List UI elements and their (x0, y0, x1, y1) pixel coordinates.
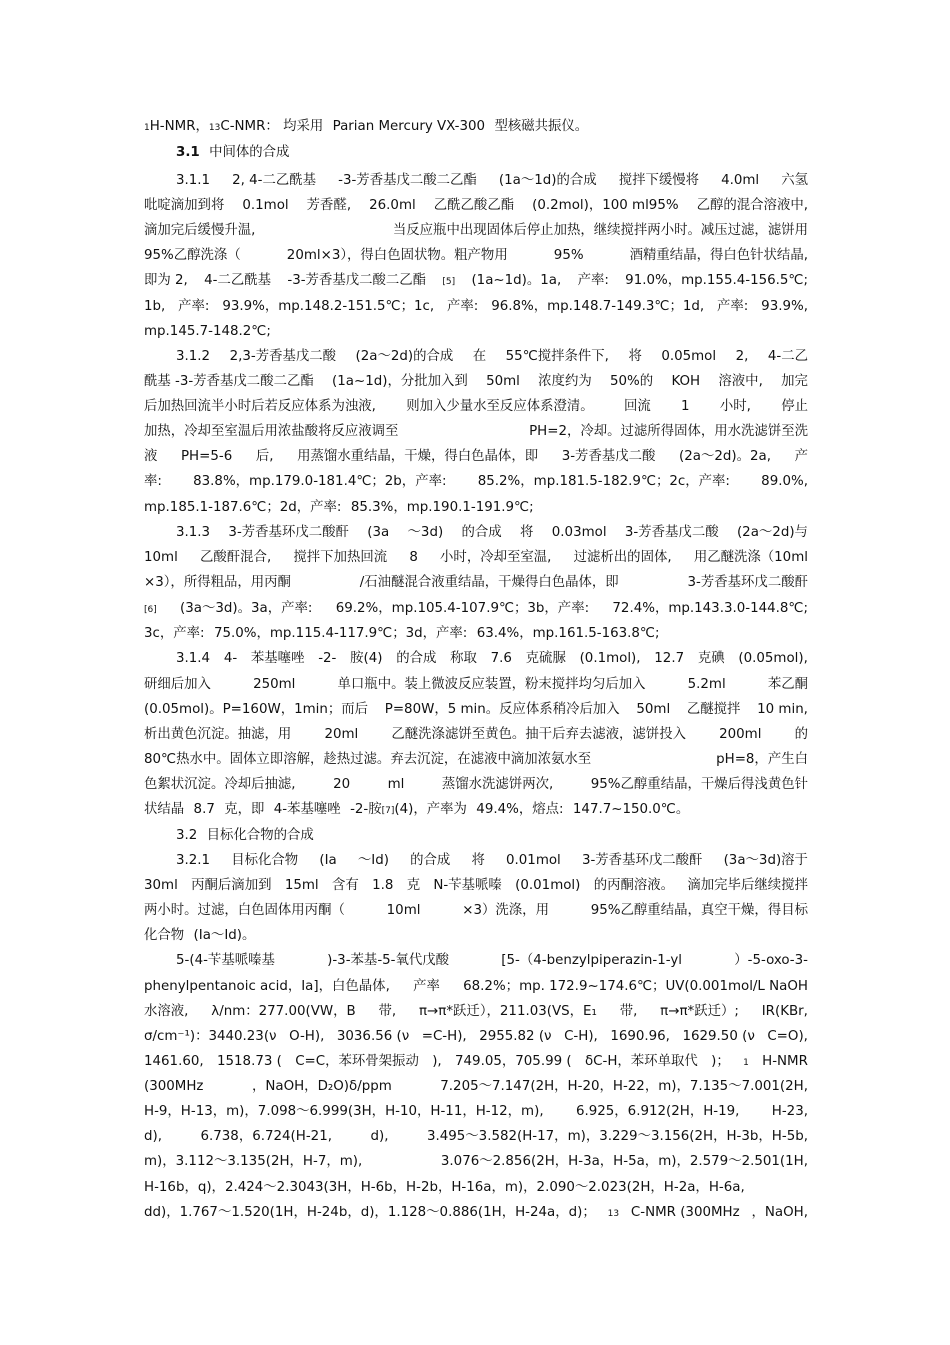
text-fragment: 浓度约为 (538, 374, 592, 389)
text-line (144, 625, 808, 643)
text-line (176, 348, 808, 366)
text-line: 状结晶 8.7 克，即 4-苯基噻唑 -2-胺 [7] (4)，产率为 49.4%，熔点: 147.7~150.0℃。 (144, 802, 690, 817)
text-fragment: 3.1.4 (176, 651, 211, 666)
text-line (144, 1003, 808, 1021)
text-fragment: 85.3%，mp.190.1-191.9℃; (350, 500, 534, 515)
text-fragment: H-NMR (762, 1054, 808, 1069)
text-fragment: -3-芳香基戊二酸二乙酯 (287, 273, 427, 288)
text-fragment: 0.05mol (661, 349, 717, 364)
text-line (144, 247, 808, 265)
text-fragment: 小时，冷却至室温, (440, 550, 552, 565)
text-fragment: PH=2，冷却。过滤所得固体，用水洗滤饼至洗 (529, 424, 808, 439)
text-fragment: 0.01mol (506, 853, 561, 868)
text-fragment: H-9，H-13，m)，7.098～6.999(3H，H-10，H-11，H-12，m), (144, 1104, 544, 1119)
text-fragment: (1a~1d)，分批加入到 (332, 374, 468, 389)
text-fragment: 5-(4-苄基哌嗪基 (176, 953, 275, 968)
section-number: 3.1 (176, 145, 200, 160)
text-line (144, 197, 808, 215)
text-fragment: 3.2.1 (176, 853, 211, 868)
text-fragment: 91.0%，mp.155.4-156.5℃; (625, 273, 808, 288)
text-fragment: 用乙醚洗涤（10ml (693, 550, 808, 565)
text-line (144, 877, 808, 895)
text-fragment: 80℃热水中。固体立即溶解，趁热过滤。弃去沉淀，在滤液中滴加浓氨水至 (144, 752, 592, 767)
text-fragment: 3.495～3.582(H-17，m)，3.229～3.156(2H，H-3b，H-5b, (426, 1129, 808, 1144)
text-fragment: 49.4%，熔点: (476, 802, 564, 817)
text-line (144, 423, 808, 441)
text-fragment: 749.05，705.99 ( (455, 1054, 572, 1069)
text-fragment: 4.0ml (721, 173, 760, 188)
text-fragment: m)，3.112～3.135(2H，H-7，m), (144, 1154, 363, 1169)
text-fragment: 4-苯基噻唑 (273, 802, 341, 817)
text-line (144, 726, 808, 744)
text-fragment: 乙酰乙酸乙酯 (433, 198, 515, 213)
text-fragment: 乙酸酐混合, (200, 550, 272, 565)
text-fragment: O-H), (289, 1029, 325, 1044)
text-fragment: 3.2 (176, 828, 198, 843)
text-line: 1461.60, 1518.73 ( C=C，苯环骨架振动 ), 749.05，705.99 ( δC-H，苯环单取代 )； 1 H-NMR (144, 1054, 808, 1069)
text-fragment: 将 (520, 525, 534, 540)
text-fragment: IR(KBr, (761, 1004, 808, 1019)
text-line (144, 323, 808, 341)
text-fragment: 带, (378, 1004, 397, 1019)
text-line (176, 852, 808, 870)
text-line (144, 701, 808, 719)
text-line (144, 298, 808, 316)
text-fragment: 克 (406, 878, 421, 893)
text-fragment: 6.738，6.724(H-21, (200, 1129, 332, 1144)
text-fragment: 3-芳香基环戊二酸酐 (228, 525, 349, 540)
text-fragment: (3a～3d)溶于 (723, 853, 808, 868)
text-fragment: 3.076～2.856(2H，H-3a，H-5a，m)，2.579～2.501(1H, (440, 1154, 808, 1169)
text-fragment: 26.0ml (369, 198, 416, 213)
text-fragment: 63.4%，mp.161.5-163.8℃; (476, 626, 660, 641)
text-fragment: 50ml (636, 702, 671, 717)
text-line (144, 448, 808, 466)
text-fragment: 147.7~150.0℃。 (572, 802, 690, 817)
text-line (144, 927, 808, 945)
text-fragment: C=O), (767, 1029, 808, 1044)
text-fragment: 1690.96, (610, 1029, 670, 1044)
text-fragment: 3.1.2 (176, 349, 211, 364)
text-line (144, 373, 808, 391)
text-fragment: 10ml (386, 903, 421, 918)
text-fragment: 55℃搅拌条件下, (505, 349, 609, 364)
text-fragment: 的合成 (461, 525, 502, 540)
text-fragment: (3a～3d)。3a，产率: (180, 601, 313, 616)
text-fragment: 4- (223, 651, 238, 666)
text-line (144, 1078, 808, 1096)
text-fragment: -3-芳香基戊二酸二乙酯 (338, 173, 477, 188)
text-fragment: 用蒸馏水重结晶，干燥，得白色晶体，即 (297, 449, 539, 464)
text-fragment: 1.8 (372, 878, 394, 893)
text-line (144, 676, 808, 694)
text-fragment: dd)，1.767～1.520(1H，H-24b，d)，1.128～0.886(1H，H-24a，d)； (144, 1205, 596, 1220)
text-fragment: H-23, (771, 1104, 808, 1119)
text-fragment: (1a～1d)的合成 (498, 173, 597, 188)
text-line (176, 827, 808, 845)
text-fragment: (300MHz (144, 1079, 204, 1094)
text-fragment: 目标化合物的合成 (206, 828, 314, 843)
text-fragment: 7.205～7.147(2H，H-20，H-22，m)，7.135～7.001(2H, (440, 1079, 808, 1094)
text-fragment: [5-（4-benzylpiperazin-1-yl (501, 953, 683, 968)
text-fragment: 7.6 (490, 651, 512, 666)
text-fragment: N-苄基哌嗪 (433, 878, 502, 893)
text-line (176, 172, 808, 190)
text-line (176, 144, 808, 162)
text-fragment: 95% (553, 248, 584, 263)
text-fragment: 产率 (413, 979, 440, 994)
text-fragment: 化合物 (144, 928, 185, 943)
text-fragment: (3a (367, 525, 390, 540)
text-line (144, 1103, 808, 1121)
text-fragment: 称取 (450, 651, 477, 666)
text-fragment: 1518.73 ( (216, 1054, 282, 1069)
text-fragment: 0.1mol (242, 198, 289, 213)
text-fragment: 率: (144, 474, 162, 489)
text-fragment: ×3），所得粗品，用丙酮 (144, 575, 291, 590)
text-fragment: 50%的 (610, 374, 654, 389)
text-fragment: 96.8%，mp.148.7-149.3℃；1d, (491, 299, 705, 314)
text-fragment: 滴加完毕后继续搅拌 (687, 878, 808, 893)
text-fragment: 4-二乙酰基 (204, 273, 272, 288)
text-fragment: 20 (333, 777, 351, 792)
text-fragment: 即为 2, (144, 273, 188, 288)
text-fragment: 85.2%，mp.181.5-182.9℃；2c，产率: (477, 474, 730, 489)
text-fragment: 1b, (144, 299, 166, 314)
text-fragment: P=80W，5 min。反应体系稍冷后加入 (384, 702, 620, 717)
text-fragment: 乙醚搅拌 (686, 702, 741, 717)
text-fragment: d), (370, 1129, 389, 1144)
text-fragment: 3-芳香基戊二酸 (561, 449, 656, 464)
text-fragment: pH=8，产生白 (716, 752, 808, 767)
text-fragment: 250ml (253, 677, 296, 692)
text-fragment: 酰基 -3-芳香基戊二酸二乙酯 (144, 374, 314, 389)
text-fragment: 滴加完后缓慢升温, (144, 223, 256, 238)
text-fragment: ）-5-oxo-3- (734, 953, 808, 968)
text-fragment: 3-芳香基环戊二酸酐 (687, 575, 808, 590)
text-fragment: 当反应瓶中出现固体后停止加热，继续搅拌两小时。减压过滤，滤饼用 (392, 223, 808, 238)
text-fragment: π→π*跃迁），211.03(VS，E₁ (419, 1004, 597, 1019)
text-fragment: 过滤析出的固体, (573, 550, 672, 565)
text-fragment: 停止 (781, 399, 808, 414)
text-fragment: 2, 4-二乙酰基 (232, 173, 317, 188)
text-fragment: (2a～2d)的合成 (355, 349, 454, 364)
text-fragment: KOH (671, 374, 701, 389)
text-line (176, 524, 808, 542)
text-fragment: 10ml (144, 550, 178, 565)
text-line: 即为 2, 4-二乙酰基 -3-芳香基戊二酸二乙酯 [5] (1a~1d)。1a, 产率: 91.0%，mp.155.4-156.5℃; (144, 273, 808, 288)
text-fragment: 8 (409, 550, 418, 565)
text-line (176, 650, 808, 668)
text-fragment: (Ia (319, 853, 337, 868)
text-line (144, 473, 808, 491)
text-fragment: 加热，冷却至室温后用浓盐酸将反应液调至 (144, 424, 399, 439)
text-fragment: 乙醚洗涤滤饼至黄色。抽干后弃去滤液，滤饼投入 (391, 727, 686, 742)
text-fragment: H-16b，q)，2.424～2.3043(3H，H-6b，H-2b，H-16a，m)，2.090～2.023(2H，H-2a，H-6a, (144, 1180, 745, 1195)
text-fragment: (2a～2d)与 (736, 525, 808, 540)
text-fragment: 苯乙酮 (767, 677, 808, 692)
text-fragment: 15ml (284, 878, 319, 893)
text-fragment: 带, (619, 1004, 638, 1019)
text-fragment: 4-二乙 (767, 349, 808, 364)
text-fragment: 的合成 (410, 853, 451, 868)
text-line (176, 952, 808, 970)
text-fragment: 含有 (331, 878, 359, 893)
text-fragment: 产率: (717, 299, 749, 314)
text-fragment: 6.925，6.912(2H，H-19, (575, 1104, 740, 1119)
text-fragment: 中间体的合成 (209, 145, 290, 160)
text-line (144, 1028, 808, 1046)
text-fragment: 产 (794, 449, 808, 464)
text-line (144, 574, 808, 592)
text-fragment: 克硫脲 (525, 651, 566, 666)
text-fragment: PH=5-6 (180, 449, 233, 464)
text-fragment: (0.01mol) (515, 878, 581, 893)
text-fragment: H-NMR， (149, 119, 209, 134)
text-fragment: 液 (144, 449, 158, 464)
text-line: dd)，1.767～1.520(1H，H-24b，d)，1.128～0.886(1H，H-24a，d)； 13 C-NMR (300MHz ，NaOH, (144, 1205, 808, 1220)
text-fragment: 8.7 (193, 802, 215, 817)
text-fragment: 型核磁共振仪。 (494, 119, 589, 134)
text-fragment: 丙酮后滴加到 (191, 878, 272, 893)
text-fragment: 六氢 (781, 173, 808, 188)
text-fragment: 20ml (324, 727, 359, 742)
text-fragment: 克碘 (697, 651, 725, 666)
text-fragment: (Ia～Id)。 (193, 928, 256, 943)
text-fragment: 2,3-芳香基戊二酸 (229, 349, 337, 364)
text-fragment: =C-H), (421, 1029, 467, 1044)
text-fragment: 1461.60, (144, 1054, 204, 1069)
text-fragment: 产率: (447, 299, 479, 314)
text-fragment: ，NaOH, (751, 1205, 808, 1220)
text-fragment: 析出黄色沉淀。抽滤，用 (144, 727, 292, 742)
text-fragment: -2-胺 (350, 802, 382, 817)
text-fragment: 3036.56 (ν (336, 1029, 410, 1044)
text-fragment: 搅拌下缓慢将 (618, 173, 700, 188)
text-fragment: δC-H，苯环单取代 (584, 1054, 698, 1069)
text-fragment: 68.2%；mp. 172.9~174.6℃；UV(0.001mol/L NaOH (463, 979, 808, 994)
text-fragment: 3-芳香基戊二酸 (624, 525, 719, 540)
text-fragment: 加完 (781, 374, 808, 389)
text-fragment: 50ml (486, 374, 520, 389)
text-fragment: (0.1mol), (579, 651, 641, 666)
text-fragment: 回流 (623, 399, 651, 414)
text-fragment: 2, (735, 349, 749, 364)
text-fragment: d), (144, 1129, 162, 1144)
text-fragment: phenylpentanoic acid，Ia]，白色晶体, (144, 979, 390, 994)
text-fragment: )-3-苯基-5-氧代戊酸 (327, 953, 450, 968)
text-fragment: 蒸馏水洗滤饼两次, (441, 777, 554, 792)
text-fragment: ～Id) (357, 853, 389, 868)
text-line (144, 549, 808, 567)
text-fragment: C=C，苯环骨架振动 (295, 1054, 419, 1069)
text-fragment: 93.9%, (761, 299, 808, 314)
text-line (144, 1128, 808, 1146)
text-line (144, 222, 808, 240)
text-line (144, 398, 808, 416)
text-line (144, 1179, 808, 1197)
text-fragment: 色絮状沉淀。冷却后抽滤, (144, 777, 296, 792)
text-fragment: 1 (681, 399, 690, 414)
text-fragment: 克，即 (224, 802, 265, 817)
text-fragment: 95%乙醇洗涤（ (144, 248, 241, 263)
text-fragment: 3.1.3 (176, 525, 211, 540)
text-fragment: λ/nm：277.00(VW，B (211, 1004, 356, 1019)
text-fragment: 69.2%，mp.105.4-107.9℃；3b，产率: (335, 601, 590, 616)
text-fragment: ml (387, 777, 405, 792)
text-line: 1 H-NMR， 13 C-NMR： 均采用 Parian Mercury VX-300 型核磁共振仪。 (144, 119, 589, 134)
text-fragment: 30ml (144, 878, 178, 893)
text-fragment: C-NMR： 均采用 (220, 119, 324, 134)
text-fragment: 95%乙醇重结晶，真空干燥，得目标 (590, 903, 808, 918)
text-fragment: 200ml (719, 727, 762, 742)
text-line: [6] (3a～3d)。3a，产率: 69.2%，mp.105.4-107.9℃；3b，产率: 72.4%，mp.143.3.0-144.8℃; (144, 601, 808, 616)
text-line (144, 776, 808, 794)
text-fragment: 小时, (719, 399, 751, 414)
text-fragment: 研细后加入 (144, 677, 211, 692)
text-fragment: ), (432, 1054, 442, 1069)
text-fragment: 则加入少量水至反应体系澄清。 (406, 399, 594, 414)
text-fragment: (1a~1d)。1a, (471, 273, 562, 288)
text-fragment: 3.1.1 (176, 173, 211, 188)
text-fragment: 的 (794, 727, 808, 742)
text-fragment: 乙醇的混合溶液中, (696, 198, 808, 213)
text-fragment: 72.4%，mp.143.3.0-144.8℃; (612, 601, 808, 616)
text-fragment: 两小时。过滤，白色固体用丙酮（ (144, 903, 345, 918)
text-fragment: 的丙酮溶液。 (593, 878, 675, 893)
text-fragment: 89.0%, (761, 474, 808, 489)
text-fragment: 75.0%，mp.115.4-117.9℃；3d，产率: (213, 626, 468, 641)
text-fragment: 10 min, (757, 702, 808, 717)
text-fragment: mp.145.7-148.2℃; (144, 324, 271, 339)
text-fragment: 将 (471, 853, 485, 868)
text-fragment: ×3）洗涤，用 (462, 903, 549, 918)
text-fragment: 酒精重结晶，得白色针状结晶, (629, 248, 808, 263)
text-line (144, 499, 808, 517)
text-fragment: 产率: (577, 273, 609, 288)
text-fragment: 0.03mol (551, 525, 607, 540)
text-fragment: 溶液中, (718, 374, 763, 389)
text-fragment: mp.185.1-187.6℃；2d，产率: (144, 500, 342, 515)
text-fragment: ～3d) (407, 525, 444, 540)
text-fragment: )； (711, 1054, 730, 1069)
text-fragment: (2a～2d)。2a, (679, 449, 771, 464)
text-fragment: 5.2ml (687, 677, 726, 692)
text-fragment: 水溶液, (144, 1004, 189, 1019)
text-fragment: 后, (255, 449, 274, 464)
text-fragment: 搅拌下加热回流 (293, 550, 388, 565)
text-line (144, 1153, 808, 1171)
text-fragment: 95%乙醇重结晶，干燥后得浅黄色针 (590, 777, 808, 792)
text-fragment: 在 (472, 349, 487, 364)
text-fragment: 3-芳香基环戊二酸酐 (581, 853, 703, 868)
text-line (144, 902, 808, 920)
text-fragment: 单口瓶中。装上微波反应装置，粉末搅拌均匀后加入 (337, 677, 646, 692)
text-fragment: 目标化合物 (231, 853, 299, 868)
text-fragment: /石油醚混合液重结晶，干燥得白色晶体，即 (359, 575, 619, 590)
text-fragment: 状结晶 (144, 802, 185, 817)
text-line (144, 978, 808, 996)
text-fragment: 后加热回流半小时后若反应体系为浊液, (144, 399, 376, 414)
text-fragment: 1629.50 (ν (682, 1029, 755, 1044)
text-fragment: 20ml×3），得白色固状物。粗产物用 (286, 248, 508, 263)
text-fragment: 12.7 (654, 651, 685, 666)
text-fragment: 2955.82 (ν (479, 1029, 552, 1044)
text-fragment: C-NMR (300MHz (630, 1205, 740, 1220)
text-fragment: Parian Mercury VX-300 (332, 119, 486, 134)
text-line (144, 751, 808, 769)
text-fragment: 芳香醛, (306, 198, 352, 213)
text-fragment: π→π*跃迁）; (660, 1004, 739, 1019)
text-fragment: 83.8%，mp.179.0-181.4℃；2b，产率: (193, 474, 447, 489)
text-fragment: σ/cm⁻¹)：3440.23(ν (144, 1029, 277, 1044)
text-fragment: -2- (318, 651, 337, 666)
text-fragment: (4)，产率为 (394, 802, 467, 817)
text-fragment: 3c，产率: (144, 626, 205, 641)
text-fragment: 的合成 (396, 651, 437, 666)
text-fragment: 苯基噻唑 (250, 651, 305, 666)
text-fragment: C-H), (564, 1029, 598, 1044)
text-fragment: (0.2mol)，100 ml95% (532, 198, 679, 213)
text-fragment: (0.05mol), (738, 651, 808, 666)
text-fragment: 将 (628, 349, 642, 364)
text-fragment: (0.05mol)。P=160W，1min；而后 (144, 702, 369, 717)
text-fragment: 产率: (178, 299, 210, 314)
text-fragment: ，NaOH，D₂O)δ/ppm (251, 1079, 392, 1094)
text-fragment: 胺(4) (350, 651, 383, 666)
text-fragment: 吡啶滴加到将 (144, 198, 225, 213)
text-fragment: 93.9%，mp.148.2-151.5℃；1c, (222, 299, 435, 314)
